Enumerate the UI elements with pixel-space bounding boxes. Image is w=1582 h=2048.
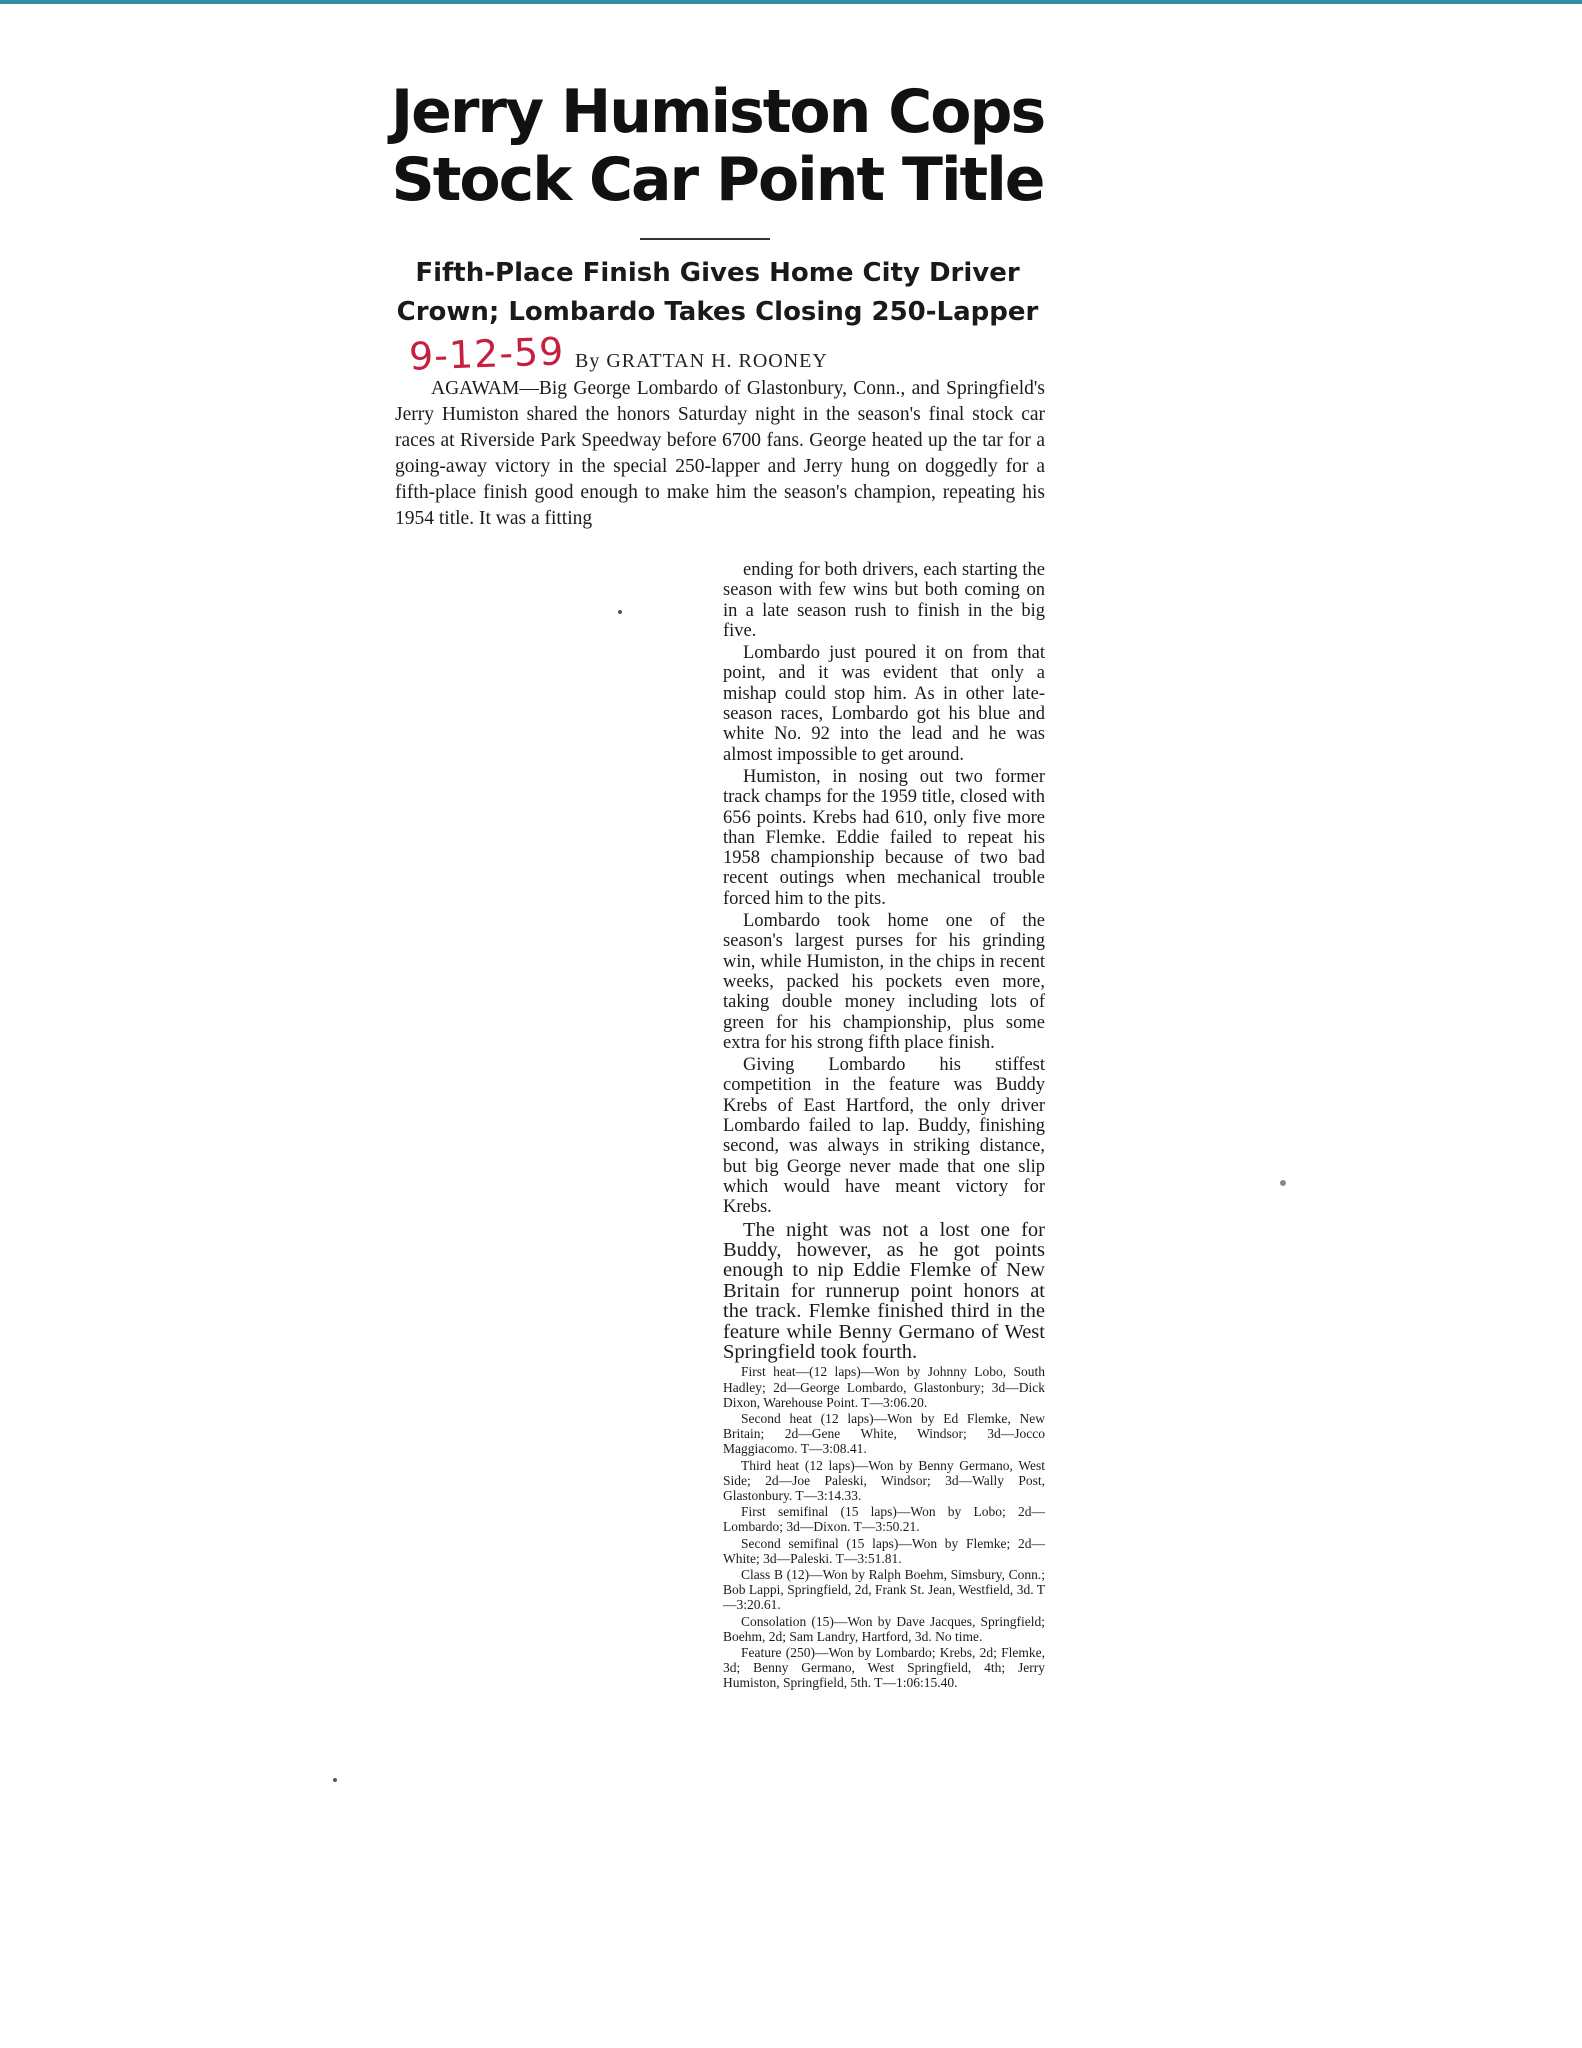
lead-paragraph: AGAWAM—Big George Lombardo of Glastonbury, Conn., and Springfield's Jerry Humiston shared the honors Saturday night in the season's final stock car races at Riverside Park Speedway before 6700 fans. George heated up the tar for a going-away victory in the special 250-lapper and Jerry hung on doggedly for a fifth-place finish good enough to make him the season's champion, repeating his 1954 title. It was a fitting (395, 378, 1045, 529)
body-paragraph: ending for both drivers, each starting the season with few wins but both coming on in a late season rush to finish in the big five. (723, 560, 1045, 641)
scan-top-edge (0, 0, 1582, 4)
body-column (723, 560, 1045, 1692)
body-paragraph: The night was not a lost one for Buddy, however, as he got points enough to nip Eddie Flemke of New Britain for runnerup point honors at the track. Flemke finished third in the feature while Benny Germano of West Springfield took fourth. (723, 1218, 1045, 1363)
result-entry: First semifinal (15 laps)—Won by Lobo; 2d—Lombardo; 3d—Dixon. T—3:50.21. (723, 1504, 1045, 1535)
handwritten-date: 9-12-59 (408, 329, 566, 379)
headline-rule (640, 238, 770, 240)
scan-speck (618, 610, 622, 614)
race-results (723, 1364, 1045, 1690)
scan-speck (333, 1778, 337, 1782)
body-paragraph: Giving Lombardo his stiffest competition in the feature was Buddy Krebs of East Hartford, the only driver Lombardo failed to lap. Buddy, finishing second, was always in striking distance, but big George never made that one slip which would have meant victory for Krebs. (723, 1055, 1045, 1218)
result-entry: First heat—(12 laps)—Won by Johnny Lobo, South Hadley; 2d—George Lombardo, Glastonbury; 3d—Dick Dixon, Warehouse Point. T—3:06.20. (723, 1364, 1045, 1410)
byline: By GRATTAN H. ROONEY (575, 350, 828, 372)
body-paragraph: Lombardo just poured it on from that point, and it was evident that only a mishap could stop him. As in other late-season races, Lombardo got his blue and white No. 92 into the lead and he was almost impossible to get around. (723, 643, 1045, 765)
result-entry: Second heat (12 laps)—Won by Ed Flemke, New Britain; 2d—Gene White, Windsor; 3d—Jocco Maggiacomo. T—3:08.41. (723, 1410, 1045, 1457)
result-entry: Feature (250)—Won by Lombardo; Krebs, 2d; Flemke, 3d; Benny Germano, West Springfield, 4th; Jerry Humiston, Springfield, 5th. T—1:06:15.40. (723, 1645, 1045, 1691)
subhead: Fifth-Place Finish Gives Home City Driver Crown; Lombardo Takes Closing 250-Lapper (396, 258, 1039, 327)
result-entry: Class B (12)—Won by Ralph Boehm, Simsbury, Conn.; Bob Lappi, Springfield, 2d, Frank St. Jean, Westfield, 3d. T—3:20.61. (723, 1566, 1045, 1613)
body-paragraph: Humiston, in nosing out two former track champs for the 1959 title, closed with 656 points. Krebs had 610, only five more than Flemke. Eddie failed to repeat his 1958 championship because of two bad recent outings when mechanical trouble forced him to the pits. (723, 766, 1045, 909)
body-paragraph: Lombardo took home one of the season's largest purses for his grinding win, while Humiston, in the chips in recent weeks, packed his pockets even more, taking double money including lots of green for his championship, plus some extra for his strong fifth place finish. (723, 911, 1045, 1053)
scan-speck (1280, 1180, 1286, 1186)
result-entry: Second semifinal (15 laps)—Won by Flemke; 2d—White; 3d—Paleski. T—3:51.81. (723, 1535, 1045, 1566)
headline: Jerry Humiston Cops Stock Car Point Title (390, 77, 1045, 215)
newspaper-clipping (385, 58, 1050, 2038)
result-entry: Third heat (12 laps)—Won by Benny Germano, West Side; 2d—Joe Paleski, Windsor; 3d—Wally Post, Glastonbury. T—3:14.33. (723, 1457, 1045, 1503)
result-entry: Consolation (15)—Won by Dave Jacques, Springfield; Boehm, 2d; Sam Landry, Hartford, 3d. No time. (723, 1613, 1045, 1644)
